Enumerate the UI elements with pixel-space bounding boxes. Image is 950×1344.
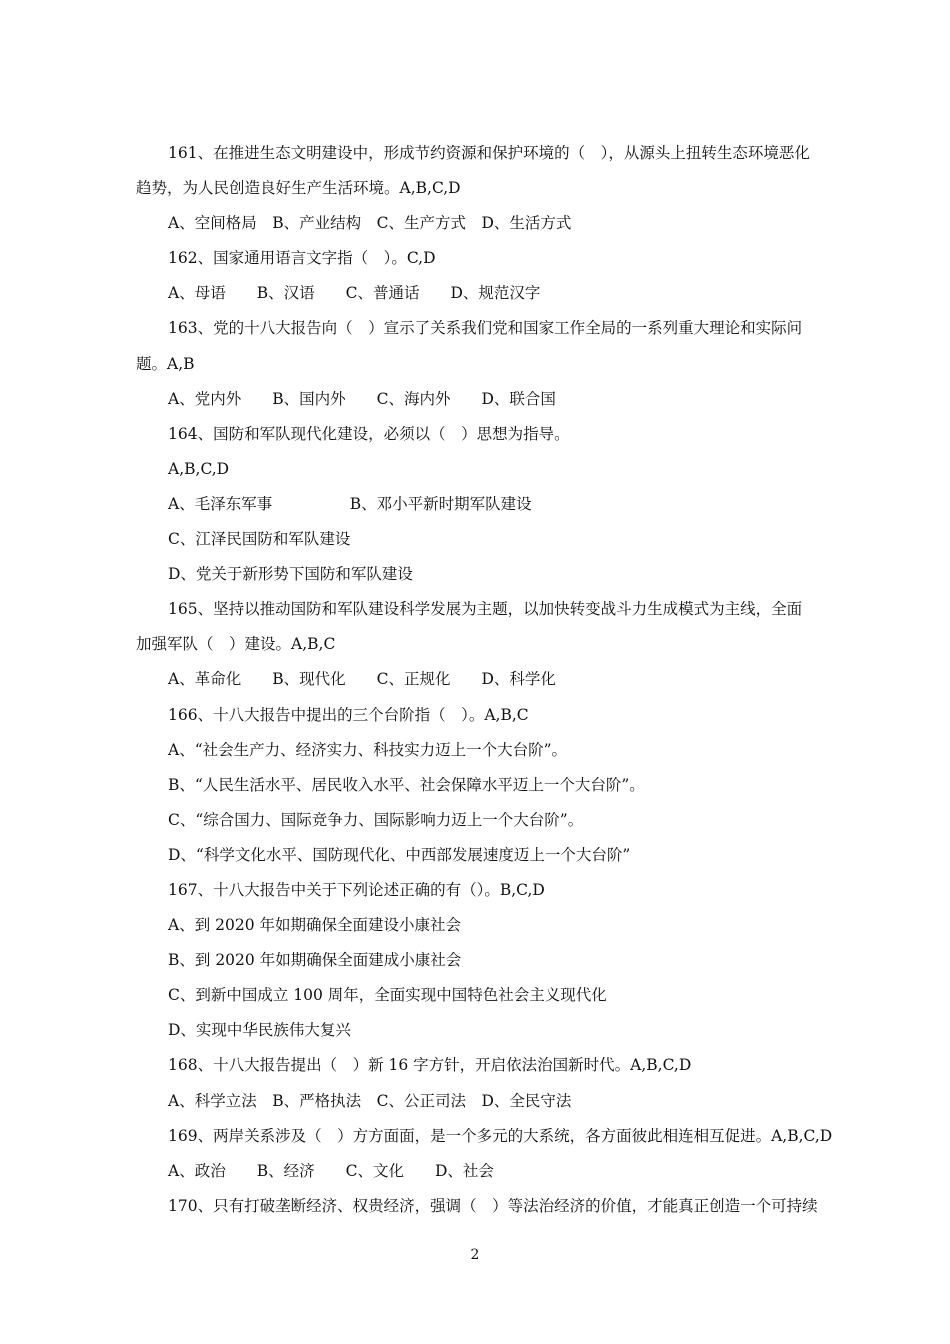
question-169-text: 169、两岸关系涉及（ ）方方面面，是一个多元的大系统，各方面彼此相连相互促进。A,B,C,D — [168, 1126, 833, 1145]
question-163-text-continued: 题。A,B — [136, 354, 195, 373]
question-161-options: A、空间格局 B、产业结构 C、生产方式 D、生活方式 — [168, 214, 572, 233]
question-167-option-d: D、实现中华民族伟大复兴 — [168, 1021, 351, 1040]
question-170-text: 170、只有打破垄断经济、权贵经济，强调（ ）等法治经济的价值，才能真正创造一个可持续 — [168, 1196, 818, 1215]
question-165-text-continued: 加强军队（ ）建设。A,B,C — [136, 635, 336, 654]
question-162-options: A、母语 B、汉语 C、普通话 D、规范汉字 — [168, 284, 541, 303]
question-161-text-continued: 趋势，为人民创造良好生产生活环境。A,B,C,D — [136, 179, 461, 198]
page-number: 2 — [470, 1247, 480, 1263]
question-164-option-ab: A、毛泽东军事 B、邓小平新时期军队建设 — [168, 494, 532, 513]
question-169-options: A、政治 B、经济 C、文化 D、社会 — [168, 1161, 494, 1180]
question-167-text: 167、十八大报告中关于下列论述正确的有（）。B,C,D — [168, 880, 545, 899]
question-164-option-c: C、江泽民国防和军队建设 — [168, 530, 351, 549]
question-166-option-b: B、“人民生活水平、居民收入水平、社会保障水平迈上一个大台阶”。 — [168, 775, 645, 794]
question-163-options: A、党内外 B、国内外 C、海内外 D、联合国 — [168, 389, 556, 408]
document-body — [136, 136, 836, 1224]
question-164-option-d: D、党关于新形势下国防和军队建设 — [168, 565, 413, 584]
question-166-option-c: C、“综合国力、国际竞争力、国际影响力迈上一个大台阶”。 — [168, 810, 584, 829]
question-167-option-b: B、到 2020 年如期确保全面建成小康社会 — [168, 951, 462, 970]
question-162-text: 162、国家通用语言文字指（ ）。C,D — [168, 249, 436, 268]
question-164-text: 164、国防和军队现代化建设，必须以（ ）思想为指导。 — [168, 424, 570, 443]
question-165-options: A、革命化 B、现代化 C、正规化 D、科学化 — [168, 670, 556, 689]
question-168-text: 168、十八大报告提出（ ）新 16 字方针，开启依法治国新时代。A,B,C,D — [168, 1056, 692, 1075]
question-165-text: 165、坚持以推动国防和军队建设科学发展为主题，以加快转变战斗力生成模式为主线，全面 — [168, 600, 803, 619]
question-166-option-a: A、“社会生产力、经济实力、科技实力迈上一个大台阶”。 — [168, 740, 568, 759]
question-168-options: A、科学立法 B、严格执法 C、公正司法 D、全民守法 — [168, 1091, 572, 1110]
question-167-option-c: C、到新中国成立 100 周年，全面实现中国特色社会主义现代化 — [168, 986, 607, 1005]
question-167-option-a: A、到 2020 年如期确保全面建设小康社会 — [168, 916, 461, 935]
question-164-answer: A,B,C,D — [168, 459, 230, 478]
question-166-option-d: D、“科学文化水平、国防现代化、中西部发展速度迈上一个大台阶” — [168, 845, 631, 864]
question-166-text: 166、十八大报告中提出的三个台阶指（ ）。A,B,C — [168, 705, 529, 724]
question-161-text: 161、在推进生态文明建设中，形成节约资源和保护环境的（ ），从源头上扭转生态环境恶化 — [168, 144, 810, 162]
question-163-text: 163、党的十八大报告向（ ）宣示了关系我们党和国家工作全局的一系列重大理论和实际问 — [168, 319, 803, 338]
